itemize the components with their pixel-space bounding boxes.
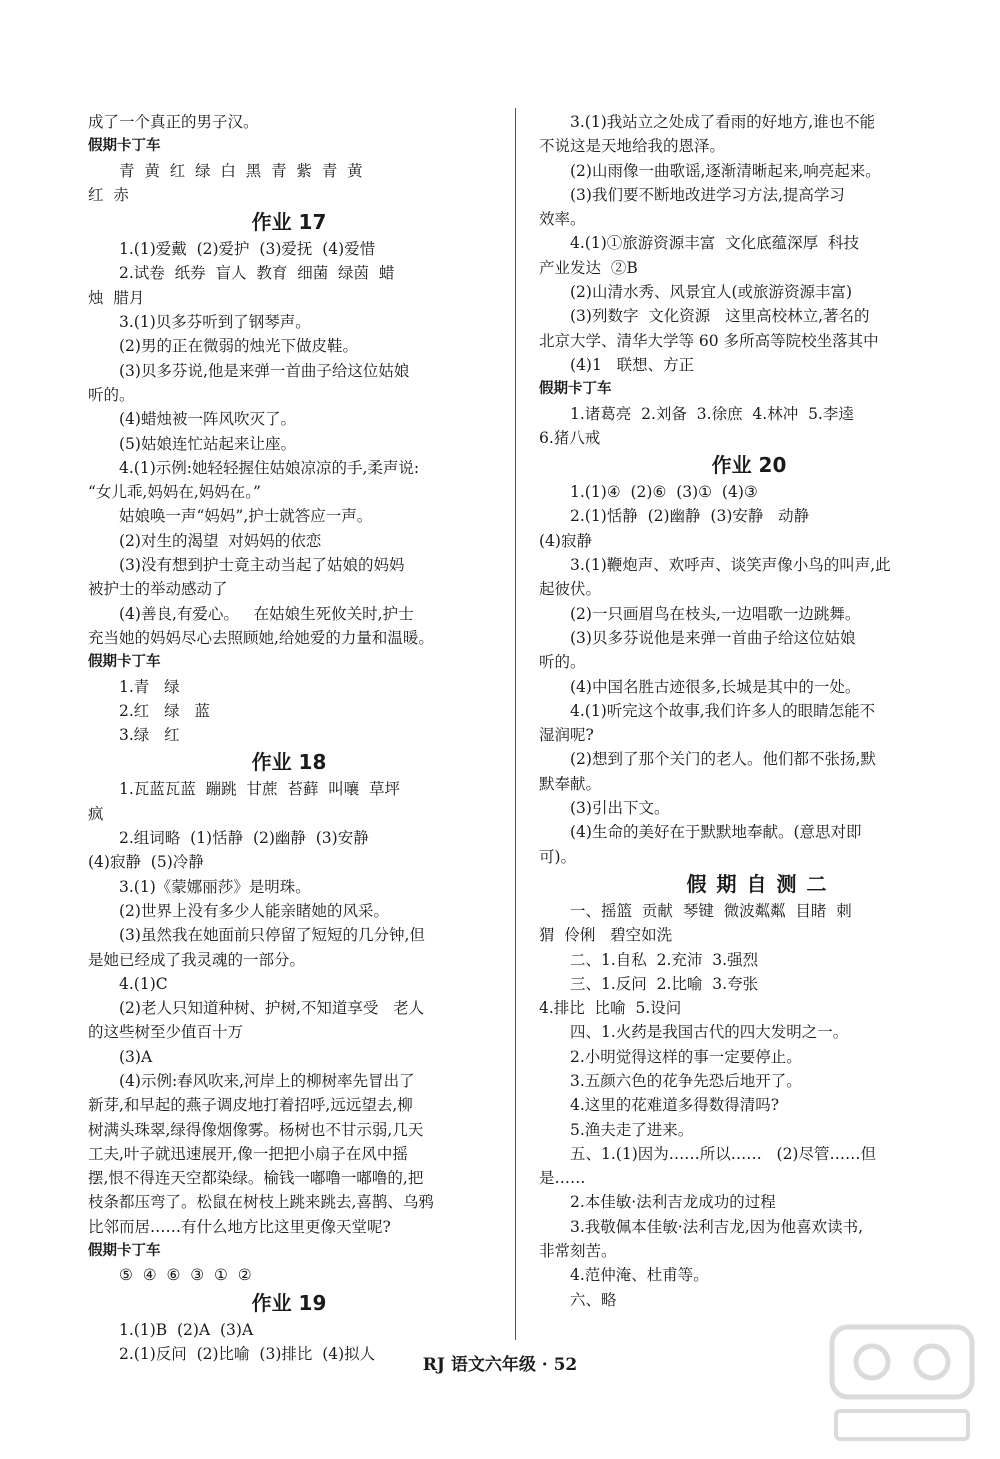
text-line: 6.猪八戒 <box>539 428 601 447</box>
text-line: (2)山雨像一曲歌谣,逐渐清晰起来,响亮起来。 <box>570 161 881 180</box>
text-line: 不说这是天地给我的恩泽。 <box>539 137 726 156</box>
text-line: (3)我们要不断地改进学习方法,提高学习 <box>570 185 845 204</box>
text-line: 2.(1)反问 (2)比喻 (3)排比 (4)拟人 <box>119 1344 376 1363</box>
watermark-logo <box>822 1319 982 1449</box>
text-line: 非常刻苦。 <box>539 1242 617 1261</box>
section-heading: 作业 17 <box>251 210 327 235</box>
text-line: ⑤ ④ ⑥ ③ ① ② <box>119 1266 252 1285</box>
text-line: 充当她的妈妈尽心去照顾她,给她爱的力量和温暖。 <box>88 628 434 647</box>
column-divider <box>515 108 516 1340</box>
text-line: 起彼伏。 <box>539 580 602 599</box>
text-line: 4.范仲淹、杜甫等。 <box>570 1266 709 1285</box>
subsection-label: 假期卡丁车 <box>88 654 161 671</box>
text-line: 姑娘唤一声“妈妈”,护士就答应一声。 <box>119 507 373 526</box>
text-line: (3)引出下文。 <box>570 799 670 818</box>
text-line: 1.诸葛亮 2.刘备 3.徐庶 4.林冲 5.李逵 <box>570 404 854 423</box>
text-line: (3)A <box>119 1047 153 1066</box>
text-line: (4)蜡烛被一阵风吹灭了。 <box>119 410 296 429</box>
text-line: 4.(1)听完这个故事,我们许多人的眼睛怎能不 <box>570 701 876 720</box>
text-line: (4)寂静 <box>539 531 592 550</box>
subsection-label: 假期卡丁车 <box>539 381 612 398</box>
text-line: (5)姑娘连忙站起来让座。 <box>119 434 296 453</box>
text-line: (3)没有想到护士竟主动当起了姑娘的妈妈 <box>119 556 405 575</box>
text-line: (4)生命的美好在于默默地奉献。(意思对即 <box>570 823 862 842</box>
text-line: 树满头珠翠,绿得像烟像雾。杨树也不甘示弱,几天 <box>88 1120 424 1139</box>
text-line: 新芽,和早起的燕子调皮地打着招呼,远远望去,柳 <box>88 1096 413 1115</box>
text-line: (2)男的正在微弱的烛光下做皮鞋。 <box>119 337 358 356</box>
text-line: (4)善良,有爱心。 在姑娘生死攸关时,护士 <box>119 604 414 623</box>
section-heading: 作业 19 <box>251 1290 327 1315</box>
text-line: 4.这里的花难道多得数得清吗? <box>570 1096 780 1115</box>
text-line: 3.(1)鞭炮声、欢呼声、谈笑声像小鸟的叫声,此 <box>570 556 891 575</box>
text-line: 的这些树至少值百十万 <box>88 1023 244 1042</box>
text-line: (2)一只画眉鸟在枝头,一边唱歌一边跳舞。 <box>570 604 861 623</box>
text-line: 4.(1)示例:她轻轻握住姑娘凉凉的手,柔声说: <box>119 458 420 477</box>
text-line: 枝条都压弯了。松鼠在树枝上跳来跳去,喜鹊、乌鸦 <box>88 1193 434 1212</box>
text-line: 五、1.(1)因为……所以…… (2)尽管……但 <box>570 1144 876 1163</box>
text-line: (2)老人只知道种树、护树,不知道享受 老人 <box>119 999 425 1018</box>
text-line: 2.红 绿 蓝 <box>119 701 210 720</box>
text-line: 1.瓦蓝瓦蓝 蹦跳 甘蔗 苔藓 叫嚷 草坪 <box>119 780 401 799</box>
text-line: 3.(1)《蒙娜丽莎》是明珠。 <box>119 877 311 896</box>
text-line: 青 黄 红 绿 白 黑 青 紫 青 黄 <box>119 161 363 180</box>
text-line: 1.(1)④ (2)⑥ (3)① (4)③ <box>570 483 758 502</box>
text-line: 产业发达 ②B <box>539 258 638 277</box>
text-line: 一、摇篮 贡献 琴键 微波粼粼 目睹 刺 <box>570 901 852 920</box>
text-line: 2.试卷 纸券 盲人 教育 细菌 绿茵 蜡 <box>119 264 395 283</box>
text-line: 3.我敬佩本佳敏·法利吉龙,因为他喜欢读书, <box>570 1217 864 1236</box>
text-line: (3)列数字 文化资源 这里高校林立,著名的 <box>570 307 870 326</box>
subsection-label: 假期卡丁车 <box>88 138 161 155</box>
text-line: 二、1.自私 2.充沛 3.强烈 <box>570 950 759 969</box>
text-line: 4.(1)C <box>119 974 168 993</box>
section-heading: 作业 18 <box>251 750 327 775</box>
text-line: 3.绿 红 <box>119 726 180 745</box>
text-line: 3.(1)贝多芬听到了钢琴声。 <box>119 313 311 332</box>
text-line: 听的。 <box>88 385 135 404</box>
text-line: 默奉献。 <box>539 774 602 793</box>
text-line: (3)贝多芬说他是来弹一首曲子给这位姑娘 <box>570 628 856 647</box>
text-line: 3.(1)我站立之处成了看雨的好地方,谁也不能 <box>570 113 876 131</box>
text-line: 3.五颜六色的花争先恐后地开了。 <box>570 1071 802 1090</box>
text-line: 北京大学、清华大学等 60 多所高等院校坐落其中 <box>539 331 879 350</box>
text-line: 2.组词略 (1)恬静 (2)幽静 (3)安静 <box>119 829 369 848</box>
text-line: (2)对生的渴望 对妈妈的依恋 <box>119 531 322 550</box>
text-line: (2)想到了那个关门的老人。他们都不张扬,默 <box>570 750 876 769</box>
text-line: (3)贝多芬说,他是来弹一首曲子给这位姑娘 <box>119 361 410 380</box>
section-heading: 作业 20 <box>711 453 787 478</box>
text-line: 猬 伶俐 碧空如洗 <box>539 926 673 945</box>
text-line: (4)示例:春风吹来,河岸上的柳树率先冒出了 <box>119 1071 415 1090</box>
section-heading: 假期自测二 <box>686 871 837 896</box>
text-line: 1.(1)爱戴 (2)爱护 (3)爱抚 (4)爱惜 <box>119 240 376 259</box>
text-line: 工夫,叶子就迅速展开,像一把把小扇子在风中摇 <box>88 1144 408 1163</box>
text-line: 是…… <box>539 1169 586 1188</box>
text-line: (4)1 联想、方正 <box>570 355 695 374</box>
text-line: 1.青 绿 <box>119 677 180 696</box>
text-line: 2.本佳敏·法利吉龙成功的过程 <box>570 1193 776 1212</box>
text-line: 5.渔夫走了进来。 <box>570 1120 694 1139</box>
text-line: 听的。 <box>539 653 586 672</box>
right-column <box>539 110 959 1312</box>
text-line: 可)。 <box>539 847 577 866</box>
text-line: 六、略 <box>570 1290 617 1309</box>
text-line: 被护士的举动感动了 <box>88 580 228 599</box>
text-line: 1.(1)B (2)A (3)A <box>119 1320 254 1339</box>
page-footer: RJ 语文六年级 · 52 <box>422 1355 578 1375</box>
text-line: 2.小明觉得这样的事一定要停止。 <box>570 1047 802 1066</box>
text-line: 四、1.火药是我国古代的四大发明之一。 <box>570 1023 849 1042</box>
text-line: (3)虽然我在她面前只停留了短短的几分钟,但 <box>119 926 425 945</box>
text-line: 4.排比 比喻 5.设问 <box>539 999 682 1018</box>
subsection-label: 假期卡丁车 <box>88 1243 161 1260</box>
text-line: 疯 <box>88 804 104 823</box>
text-line: 2.(1)恬静 (2)幽静 (3)安静 动静 <box>570 507 810 526</box>
text-line: 摆,恨不得连天空都染绿。榆钱一嘟噜一嘟噜的,把 <box>88 1169 424 1188</box>
text-line: 红 赤 <box>88 185 129 204</box>
text-line: 湿润呢? <box>539 726 594 745</box>
text-line: (4)寂静 (5)冷静 <box>88 853 204 872</box>
text-line: (4)中国名胜古迹很多,长城是其中的一处。 <box>570 677 861 696</box>
text-line: (2)世界上没有多少人能亲睹她的风采。 <box>119 901 389 920</box>
text-line: 4.(1)①旅游资源丰富 文化底蕴深厚 科技 <box>570 234 859 253</box>
text-line: (2)山清水秀、风景宜人(或旅游资源丰富) <box>570 283 853 302</box>
text-line: 比邻而居……有什么地方比这里更像天堂呢? <box>88 1217 391 1236</box>
text-line: “女儿乖,妈妈在,妈妈在。” <box>88 483 261 502</box>
text-line: 三、1.反问 2.比喻 3.夸张 <box>570 974 759 993</box>
left-column <box>88 110 490 1366</box>
text-line: 烛 腊月 <box>88 288 145 307</box>
text-line: 效率。 <box>539 210 586 229</box>
text-line: 成了一个真正的男子汉。 <box>88 113 259 131</box>
text-line: 是她已经成了我灵魂的一部分。 <box>88 950 306 969</box>
